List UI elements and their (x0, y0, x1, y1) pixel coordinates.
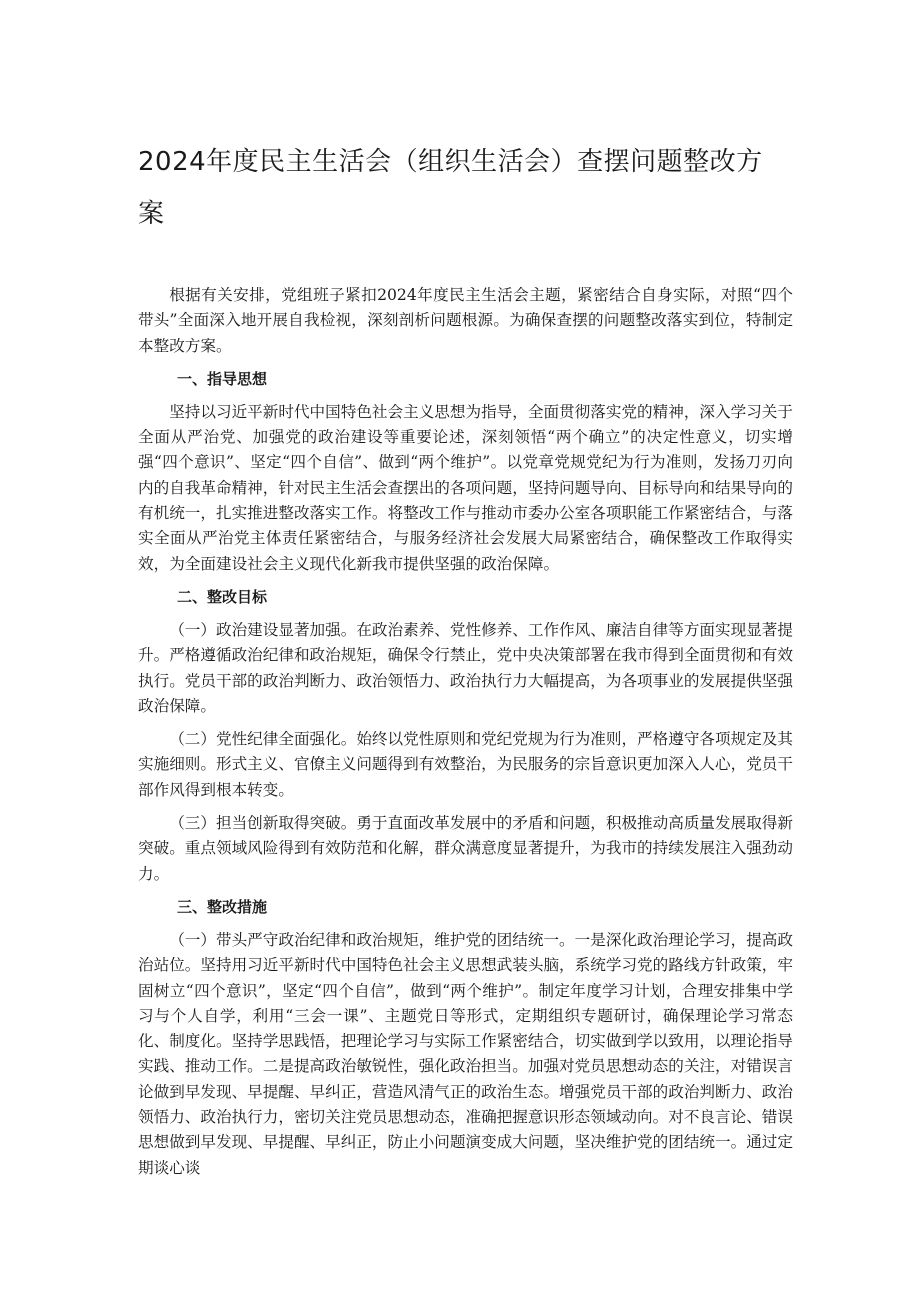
section-heading: 三、整改措施 (177, 897, 268, 916)
section-paragraph: （二）党性纪律全面强化。始终以党性原则和党纪党规为行为准则，严格遵守各项规定及其实施细则。形式主义、官僚主义问题得到有效整治，为民服务的宗旨意识更加深入人心，党员干部作风得到根本转变。 (138, 730, 793, 799)
document-body (138, 283, 793, 1185)
section-paragraph: （一）带头严守政治纪律和政治规矩，维护党的团结统一。一是深化政治理论学习，提高政治站位。坚持用习近平新时代中国特色社会主义思想武装头脑，系统学习党的路线方针政策，牢固树立“四个意识”，坚定“四个自信”，做到“两个维护”。制定年度学习计划，合理安排集中学习与个人自学，利用“三会一课”、主题党日等形式，定期组织专题研讨，确保理论学习常态化、制度化。坚持学思践悟，把理论学习与实际工作紧密结合，切实做到学以致用，以理论指导实践、推动工作。二是提高政治敏锐性，强化政治担当。加强对党员思想动态的关注，对错误言论做到早发现、早提醒、早纠正，营造风清气正的政治生态。增强党员干部的政治判断力、政治领悟力、政治执行力，密切关注党员思想动态，准确把握意识形态领域动向。对不良言论、错误思想做到早发现、早提醒、早纠正，防止小问题演变成大问题，坚决维护党的团结统一。通过定期谈心谈 (138, 930, 793, 1177)
section-paragraph: （三）担当创新取得突破。勇于直面改革发展中的矛盾和问题，积极推动高质量发展取得新突破。重点领域风险得到有效防范和化解，群众满意度显著提升，为我市的持续发展注入强劲动力。 (138, 814, 793, 883)
section-measures (138, 895, 793, 1181)
section-goals (138, 585, 793, 887)
intro-paragraph: 根据有关安排，党组班子紧扣2024年度民主生活会主题，紧密结合自身实际，对照“四个带头”全面深入地开展自我检视，深刻剖析问题根源。为确保查摆的问题整改落实到位，特制定本整改方案。 (138, 286, 793, 355)
document-title: 2024年度民主生活会（组织生活会）查摆问题整改方案 (138, 147, 763, 229)
section-heading: 二、整改目标 (177, 587, 268, 606)
section-paragraph: （一）政治建设显著加强。在政治素养、党性修养、工作作风、廉洁自律等方面实现显著提升。严格遵循政治纪律和政治规矩，确保令行禁止，党中央决策部署在我市得到全面贯彻和有效执行。党员干部的政治判断力、政治领悟力、政治执行力大幅提高，为各项事业的发展提供坚强政治保障。 (138, 620, 793, 715)
section-paragraph: 坚持以习近平新时代中国特色社会主义思想为指导，全面贯彻落实党的精神，深入学习关于全面从严治党、加强党的政治建设等重要论述，深刻领悟“两个确立”的决定性意义，切实增强“四个意识”、坚定“四个自信”、做到“两个维护”。以党章党规党纪为行为准则，发扬刀刃向内的自我革命精神，针对民主生活会查摆出的各项问题，坚持问题导向、目标导向和结果导向的有机统一，扎实推进整改落实工作。将整改工作与推动市委办公室各项职能工作紧密结合，与落实全面从严治党主体责任紧密结合，与服务经济社会发展大局紧密结合，确保整改工作取得实效，为全面建设社会主义现代化新我市提供坚强的政治保障。 (138, 402, 793, 573)
section-guiding-thought (138, 367, 793, 577)
section-heading: 一、指导思想 (177, 369, 268, 388)
